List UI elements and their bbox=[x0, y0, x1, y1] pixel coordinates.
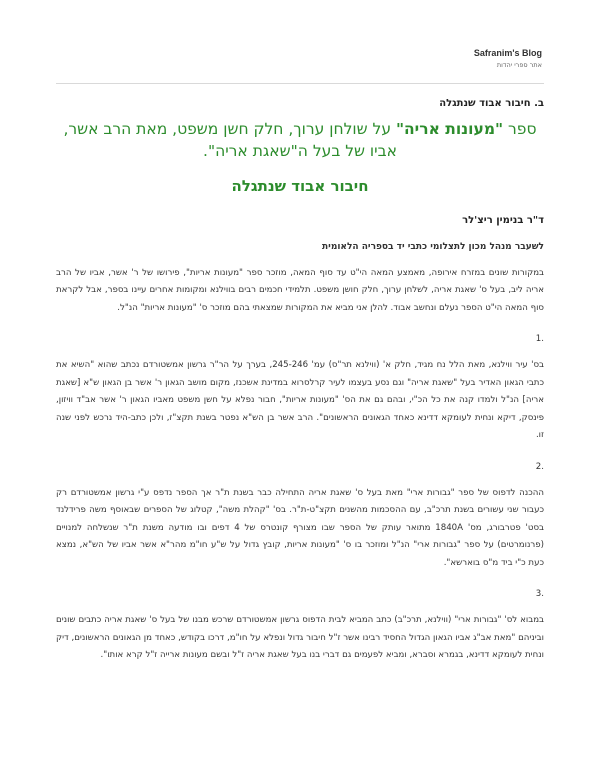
article-title bbox=[56, 118, 544, 163]
blog-title[interactable]: Safranim's Blog bbox=[473, 48, 542, 58]
blog-header bbox=[242, 48, 542, 69]
author-affiliation: לשעבר מנהל מכון לתצלומי כתבי יד בספריה הלאומית bbox=[322, 241, 544, 252]
section-number-3: .3 bbox=[535, 589, 544, 600]
section-number-2: .2 bbox=[535, 461, 544, 472]
section-paragraph-3: במבוא לס' "גבורות ארי" (ווילנא, תרכ"ב) כתב המביא לבית הדפוס גרשון אמשטורדם שרכש מבנו של בעל ס' שאגת אריה כתבים שונים וביניהם "מאת אב"ג אביו הגאון הגדול החסיד רבינו אשר ז"ל חיבור גדול ונפלא על חו"מ, דרכו בקודש, כאחד מן הגאונים הראשונים, דיק ונחית לעומקא דדינא, בגמרא וסברא, ומביא לפעמים גם דברי בנו בעל שאגת אריה ז"ל ובשם מעונות ארייה ז"ל קרא אותו". bbox=[56, 615, 544, 661]
intro-paragraph: במקורות שונים במזרח אירופה, מאמצע המאה הי"ט עד סוף המאה, מוזכר ספר "מעונות אריות", פירושו של ר' אשר, אביו של הרב אריה ליב, בעל ס' שאגת אריה, לשלחן ערוך, חלק חושן משפט. תלמידי חכמים רבים בווילנא ומקומות אחרים עיינו בספר, אבל לקראת סוף המאה הי"ט הספר נעלם ונחשב אבוד. להלן אני מביא את המקורות שמצאתי בהם מוזכר ס' "מעונות אריות" הנ"ל. bbox=[56, 267, 544, 313]
title-prefix: ספר bbox=[503, 120, 537, 138]
header-divider bbox=[56, 83, 544, 84]
section-paragraph-2: ההכנה לדפוס של ספר "גבורות ארי" מאת בעל ס' שאגת אריה התחילה כבר בשנת ת"ר אך הספר נדפס ע"י גרשון אמשטורדם רק כעבור שני עשורים בשנת תרכ"ב, עם ההסכמות מהשנים תקצ"ט-ת"ר. בס' "קהלת משה", קטלוג של הספרים שבאוסף משה פרידלנד בסט' פטרבורג, מס' 1840A מתואר עותק של הספר שבו מצורף קונטרס של 4 דפים ובו מודעה משנת ת"ר שנשלחה למנויים (פרנומרטים) על ספר "גבורות ארי" הנ"ל ומוזכר בו ס' "מעונות אריות, קובץ גדול על ש"ע חו"מ מהר"א אשר אביו של הש"א, נמצא כעת כ"י ביד מ"ס בוארשא". bbox=[56, 487, 544, 568]
section-number-1: .1 bbox=[535, 334, 544, 345]
title-rest: על שולחן ערוך, חלק חשן משפט, מאת הרב אשר, אביו של בעל ה"שאגת אריה". bbox=[63, 120, 397, 161]
section-label: ב. חיבור אבוד שנתגלה bbox=[439, 98, 544, 109]
article-heading: חיבור אבוד שנתגלה bbox=[231, 176, 369, 195]
title-book-name: "מעונות אריה" bbox=[395, 120, 504, 138]
article-body bbox=[56, 98, 544, 665]
section-paragraph-1: בס' עיר ווילנא, מאת הלל נח מגיד, חלק א' (ווילנא תר"ס) עמ' 245-246, בערך על הר"ר גרשון אמשטורדם נכתב שהוא "השיא את כתבי הגאון האדיר בעל "שאגת אריה" וגם נסע בעצמו לעיר קרלסרוא במדינת אשכנז, מקום מושב הגאון ר' אשר בן הגאון ש"א [שאגת אריה] הנ"ל ולמדו קנה את כל הכ"י, ובהם גם את הס' "מעונות אריות", חבור נפלא על חשן משפט מאביו הגאון ר' אשר אב"ד וויזון, פינסק, דיקא ונחית לעומקא דדינא כאחד הגאונים הראשונים". הרב אשר בן הש"א נפטר בשנת תקצ"ז, ולכן כתב-היד נרכש לפני שנה זו. bbox=[56, 360, 544, 441]
author-name: ד"ר בנימין ריצ'לר bbox=[462, 214, 544, 226]
blog-subtitle: אתר ספרי יהדות bbox=[496, 61, 542, 69]
